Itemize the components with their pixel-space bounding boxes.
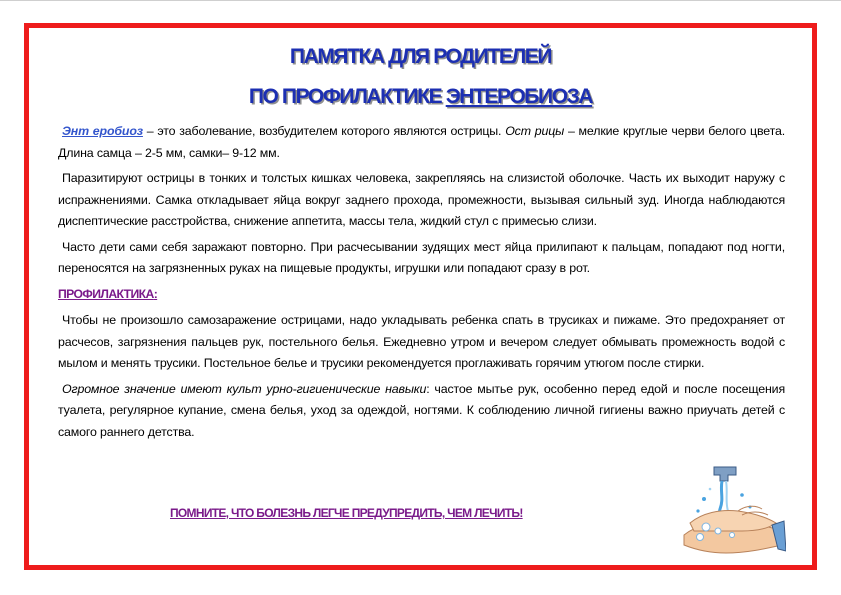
title-line-2	[0, 85, 841, 109]
hygiene-text: : частое мытье рук, особенно перед едой и после посещения туалета, регулярное купание, смена белья, уход за одеждой, ногтями. К соблюдению личной гигиены важно приучать детей с самого раннего детства.	[58, 381, 785, 439]
hand-washing-icon	[676, 465, 786, 560]
hygiene-emphasis: Огромное значение имеют культ урно-гигиенические навыки	[62, 381, 427, 396]
paragraph-reinfection: Часто дети сами себя заражают повторно. При расчесывании зудящих мест яйца прилипают к пальцам, попадают под ногти, переносятся на загрязненных руках на пищевые продукты, игрушки или попадают сразу в рот.	[58, 239, 785, 275]
reminder-slogan: ПОМНИТЕ, ЧТО БОЛЕЗНЬ ЛЕГЧЕ ПРЕДУПРЕДИТЬ, ЧЕМ ЛЕЧИТЬ!	[170, 506, 523, 520]
title-line-1: ПАМЯТКА ДЛЯ РОДИТЕЛЕЙ	[289, 45, 552, 68]
section-heading-colon: :	[153, 286, 158, 301]
definition-text-2: – мелкие круглые черви белого цвета. Длина самца – 2-5 мм, самки– 9-12 мм.	[58, 124, 785, 160]
title-line-2-underlined: ЭНТЕРОБИОЗА	[445, 85, 593, 108]
definition-text-1: – это заболевание, возбудителем которого являются острицы.	[142, 124, 506, 138]
section-heading-prevention	[58, 284, 785, 306]
paragraph-prevention: Чтобы не произошло самозаражение острицами, надо укладывать ребенка спать в трусиках и пижаме. Это предохраняет от расчесов, загрязнения пальцев рук, постельного белья. Ежедневно утром и вечером следует обмывать промежность водой с мылом и менять трусики. Постельное белье и трусики рекомендуется проглаживать горячим утюгом после стирки.	[58, 313, 785, 370]
memo-body	[58, 121, 785, 447]
section-heading-text: ПРОФИЛАКТИКА	[58, 286, 154, 301]
paragraph-hygiene	[58, 379, 785, 444]
term-enterobiosis: Энт еробиоз	[62, 124, 143, 138]
top-rule	[0, 0, 841, 1]
paragraph-parasitism: Паразитируют острицы в тонких и толстых кишках человека, закрепляясь на слизистой оболочке. Часть их выходит наружу с испражнениями. Самка откладывает яйца вокруг заднего прохода, промежности, вызывая сильный зуд. Иногда наблюдаются диспептические расстройства, снижение аппетита, массы тела, жидкий стул с примесью слизи.	[58, 171, 785, 228]
paragraph-definition	[58, 121, 785, 164]
title-line-2-text: ПО ПРОФИЛАКТИКЕ	[248, 85, 446, 108]
term-pinworms: Ост рицы	[505, 124, 565, 138]
